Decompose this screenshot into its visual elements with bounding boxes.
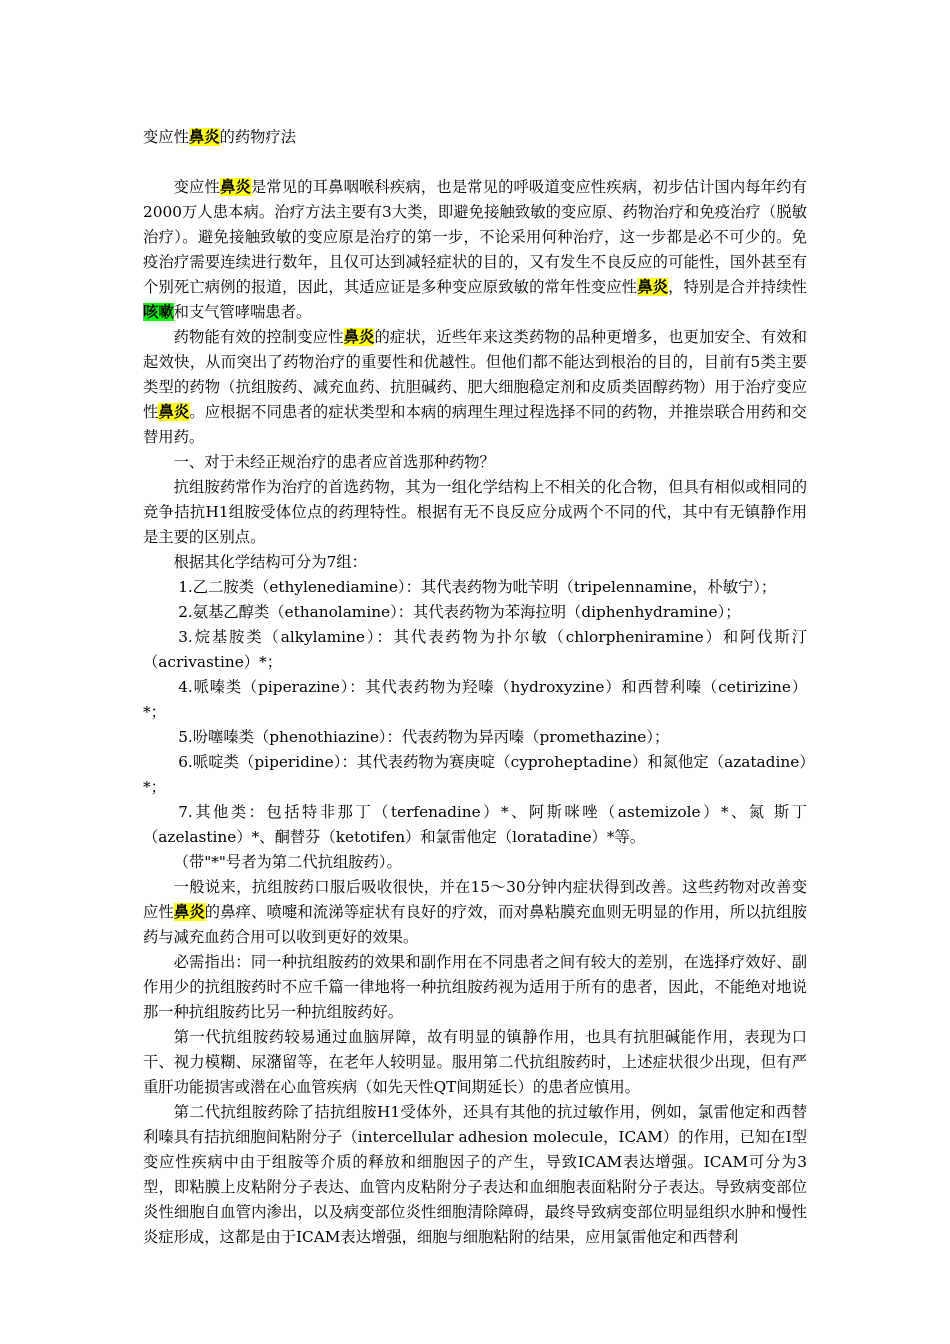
highlighted-term: 鼻炎 (219, 178, 251, 196)
paragraph-drug-therapy (143, 325, 807, 450)
document-title (143, 125, 807, 150)
highlighted-term: 鼻炎 (188, 128, 220, 146)
list-item: 1.乙二胺类（ethylenediamine）：其代表药物为吡苄明（tripelennamine，朴敏宁）； (178, 578, 777, 596)
highlighted-term-green: 咳嗽 (143, 303, 174, 321)
paragraph-absorption (143, 875, 807, 950)
text-run: 的症状，近些年来这类药物的品种更增多，也更加安全、有效和起效快，从而突出了药物治疗的重要性和优越性。但他们都不能达到根治的目的，目前有5类主要类型的药物（抗组胺药、减充血药、抗胆碱药、肥大细胞稳定剂和皮质类固醇药物）用于治疗变应性 (143, 328, 807, 421)
list-item: 3.烷基胺类（alkylamine）：其代表药物为扑尔敏（chlorpheniramine）和阿伐斯汀（acrivastine）*； (143, 628, 807, 671)
list-item: 6.哌啶类（piperidine）：其代表药物为赛庚啶（cyproheptadine）和氮他定（azatadine）*； (143, 753, 807, 796)
list-item: 7.其他类：包括特非那丁（terfenadine）*、阿斯咪唑（astemizole）*、氮 斯丁（azelastine）*、酮替芬（ketotifen）和氯雷他定（loratadine）*等。 (143, 803, 807, 846)
section-heading-1: 一、对于未经正规治疗的患者应首选那种药物？ (173, 453, 495, 471)
paragraph-caution: 必需指出：同一种抗组胺药的效果和副作用在不同患者之间有较大的差别，在选择疗效好、副作用少的抗组胺药时不应千篇一律地将一种抗组胺药视为适用于所有的患者，因此，不能绝对地说那一种抗组胺药比另一种抗组胺药好。 (143, 953, 807, 1021)
title-text: 的药物疗法 (219, 128, 297, 146)
text-run: 的鼻痒、喷嚏和流涕等症状有良好的疗效，而对鼻粘膜充血则无明显的作用，所以抗组胺药与减充血药合用可以收到更好的效果。 (143, 903, 807, 946)
highlighted-term: 鼻炎 (173, 903, 205, 921)
paragraph-antihistamine: 抗组胺药常作为治疗的首选药物，其为一组化学结构上不相关的化合物，但具有相似或相同的竞争拮抗H1组胺受体位点的药理特性。根据有无不良反应分成两个不同的代，其中有无镇静作用是主要的区别点。 (143, 478, 807, 546)
text-run: 是常见的耳鼻咽喉科疾病，也是常见的呼吸道变应性疾病，初步估计国内每年约有2000万人患本病。治疗方法主要有3大类，即避免接触致敏的变应原、药物治疗和免疫治疗（脱敏治疗）。避免接触致敏的变应原是治疗的第一步，不论采用何种治疗，这一步都是必不可少的。免疫治疗需要连续进行数年，且仅可达到减轻症状的目的，又有发生不良反应的可能性，国外甚至有个别死亡病例的报道，因此，其适应证是多种变应原致敏的常年性变应性 (143, 178, 807, 296)
highlighted-term: 鼻炎 (637, 278, 669, 296)
list-item: 5.吩噻嗪类（phenothiazine）：代表药物为异丙嗪（promethazine）； (178, 728, 670, 746)
text-run: 一般说来，抗组胺药口服后吸收很快，并在15～30分钟内症状得到改善。这些药物对改善变应性 (143, 878, 807, 921)
list-item: 2.氨基乙醇类（ethanolamine）：其代表药物为苯海拉明（diphenhydramine）； (178, 603, 741, 621)
list-item: 4.哌嗪类（piperazine）：其代表药物为羟嗪（hydroxyzine）和西替利嗪（cetirizine）*； (143, 678, 807, 721)
paragraph-groups-intro: 根据其化学结构可分为7组： (173, 553, 367, 571)
highlighted-term: 鼻炎 (343, 328, 375, 346)
text-run: 药物能有效的控制变应性 (173, 328, 344, 346)
paragraph-first-generation: 第一代抗组胺药较易通过血脑屏障，故有明显的镇静作用，也具有抗胆碱能作用，表现为口干、视力模糊、尿潴留等，在老年人较明显。服用第二代抗组胺药时，上述症状很少出现，但有严重肝功能损害或潜在心血管疾病（如先天性QT间期延长）的患者应慎用。 (143, 1028, 807, 1096)
paragraph-note: （带"*"号者为第二代抗组胺药）。 (173, 853, 402, 871)
paragraph-second-generation: 第二代抗组胺药除了拮抗组胺H1受体外，还具有其他的抗过敏作用，例如，氯雷他定和西替利嗪具有拮抗细胞间粘附分子（intercellular adhesion molecule，ICAM）的作用，已知在I型变应性疾病中由于组胺等介质的释放和细胞因子的产生，导致ICAM表达增强。ICAM可分为3型，即粘膜上皮粘附分子表达、血管内皮粘附分子表达和血细胞表面粘附分子表达。导致病变部位炎性细胞自血管内渗出，以及病变部位炎性细胞清除障碍，最终导致病变部位明显组织水肿和慢性炎症形成，这都是由于ICAM表达增强，细胞与细胞粘附的结果，应用氯雷他定和西替利 (143, 1103, 807, 1246)
text-run: ，特别是合并持续性 (668, 278, 807, 296)
document-body (143, 125, 807, 1250)
text-run: 变应性 (173, 178, 220, 196)
paragraph-intro (143, 175, 807, 325)
text-run: 和支气管哮喘患者。 (173, 303, 312, 321)
text-run: 。应根据不同患者的症状类型和本病的病理生理过程选择不同的药物，并推崇联合用药和交替用药。 (143, 403, 807, 446)
title-text: 变应性 (143, 128, 189, 146)
highlighted-term: 鼻炎 (158, 403, 190, 421)
